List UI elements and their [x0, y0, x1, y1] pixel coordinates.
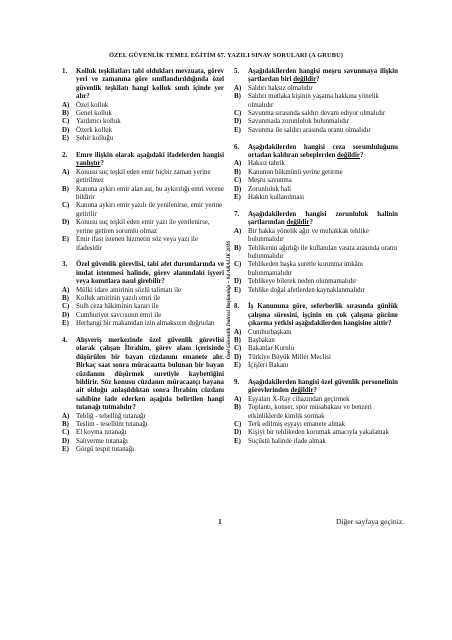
answer-option [234, 127, 398, 135]
option-letter: E) [62, 236, 69, 244]
option-letter: B) [234, 93, 241, 101]
option-text: Eşyaları X-Ray cihazından geçirmek [248, 395, 350, 403]
question-block [62, 152, 224, 253]
question-block [234, 379, 398, 446]
option-letter: D) [234, 353, 242, 361]
option-text: Tebliğ - tebellüğ tutanağı [76, 412, 146, 420]
option-text: Özel kolluk [76, 101, 109, 109]
question-block [62, 68, 224, 144]
option-letter: E) [62, 135, 69, 143]
option-letter: A) [234, 160, 242, 168]
option-text: Meşru savunma [248, 177, 292, 185]
option-text: Toplantı, konser, spor müsabakası ve benzeri etkinliklerde kimlik sormak [248, 404, 372, 420]
option-letter: E) [234, 286, 241, 294]
question-text-segment: Aşağıdakilerden hangisi zorunluluk halinin şartlarından [248, 210, 398, 227]
option-text: Haksız tahrik [248, 160, 285, 168]
option-letter: E) [234, 194, 241, 202]
option-text: Tehlikeden başka suretle korunma imkânı bulunmamalıdır [248, 261, 364, 277]
option-text: İçişleri Bakanı [248, 362, 289, 370]
option-text: Sulh ceza hâkiminin kararı ile [76, 303, 159, 311]
answer-option [62, 446, 224, 454]
option-letter: D) [62, 219, 70, 227]
option-letter: A) [234, 227, 242, 235]
question-stem [234, 379, 398, 396]
option-text: Herhangi bir makamdan izin almaksızın doğrudan [76, 320, 215, 328]
option-text: Saldırı haksız olmalıdır [248, 84, 313, 92]
answer-option [62, 169, 224, 186]
answer-option [234, 362, 398, 370]
page-number: 1 [218, 517, 222, 526]
question-text-segment: Aşağıdakilerden hangisi özel güvenlik personelinin görevlerinden [248, 378, 398, 395]
question-text-segment: ? [316, 76, 320, 84]
question-text [248, 144, 398, 161]
question-keyword: değildir [286, 219, 310, 227]
question-stem [62, 337, 224, 413]
answer-option [62, 312, 224, 320]
option-text: Salıverme tutanağı [76, 437, 128, 445]
answer-option [62, 413, 224, 421]
question-stem [62, 261, 224, 286]
question-stem [234, 303, 398, 328]
option-text: Savunmada zorunluluk bulunmalıdır [248, 118, 350, 126]
question-text-segment: ? [100, 160, 104, 168]
answer-option [62, 135, 224, 143]
option-text: Kolluk amirinin yazılı emri ile [76, 294, 161, 302]
answer-option [62, 102, 224, 110]
question-text [248, 303, 398, 328]
option-letter: B) [62, 421, 69, 429]
option-text: Kanunun hükmünü yerine getirme [248, 168, 343, 176]
right-question-column [234, 68, 398, 455]
option-letter: A) [62, 412, 70, 420]
question-keyword: yanlıştır [76, 160, 101, 168]
option-letter: A) [62, 286, 70, 294]
question-text [76, 152, 224, 169]
answer-option [62, 110, 224, 118]
option-letter: C) [234, 345, 242, 353]
option-letter: D) [234, 429, 242, 437]
option-text: Emir ifası istenen hizmetin söz veya yazı ile ifadesidir [76, 236, 198, 252]
answer-option [234, 245, 398, 262]
option-text: Suçüstü halinde ifade almak [248, 437, 326, 445]
answer-option [234, 177, 398, 185]
side-note [224, 200, 234, 400]
option-text: Savunma sırasında saldırı devam ediyor olmalıdır [248, 110, 386, 118]
option-text: Yardımcı kolluk [76, 118, 121, 126]
answer-option [62, 186, 224, 203]
option-letter: E) [62, 446, 69, 454]
option-text: Kanuna aykırı emir yazılı ile yenilenirse, emir yerine getirilir [76, 202, 223, 218]
option-text: El koyma tutanağı [76, 429, 127, 437]
question-stem [234, 211, 398, 228]
question-text-segment: ? [360, 152, 364, 160]
answer-option [234, 396, 398, 404]
option-letter: C) [62, 118, 70, 126]
answer-option [234, 404, 398, 421]
option-letter: B) [234, 244, 241, 252]
question-keyword: değildir [293, 76, 317, 84]
option-letter: D) [62, 437, 70, 445]
answer-option [234, 429, 398, 437]
answer-option [234, 261, 398, 278]
answer-option [234, 110, 398, 118]
option-letter: D) [62, 311, 70, 319]
question-stem [62, 152, 224, 169]
question-number: 3. [62, 261, 68, 269]
option-text: Konusu suç teşkil eden emir hiçbir zaman yerine getirilmez [76, 168, 211, 185]
option-letter: E) [62, 320, 69, 328]
answer-option [62, 202, 224, 219]
question-text [248, 379, 398, 396]
answer-option [234, 194, 398, 202]
question-number: 8. [234, 303, 240, 311]
option-text: Mülki idare amirinin sözlü talimatı ile [76, 286, 182, 294]
answer-option [234, 169, 398, 177]
option-text: Saldırı mutlaka kişinin yaşama hakkına yönelik olmalıdır [248, 93, 380, 109]
option-text: Bir hakka yönelik ağır ve muhakkak tehlike bulunmalıdır [248, 227, 369, 244]
answer-option [234, 228, 398, 245]
option-letter: A) [62, 168, 70, 176]
answer-option [62, 127, 224, 135]
option-letter: E) [234, 362, 241, 370]
option-text: Savunma ile saldırı arasında orantı olmalıdır [248, 126, 371, 134]
answer-option [234, 278, 398, 286]
question-stem [62, 68, 224, 102]
answer-option [62, 303, 224, 311]
answer-option [62, 438, 224, 446]
question-number: 9. [234, 378, 240, 386]
option-text: Cumhurbaşkanı [248, 328, 292, 336]
answer-option [234, 85, 398, 93]
option-letter: A) [62, 101, 70, 109]
option-text: Genel kolluk [76, 110, 112, 118]
option-letter: C) [62, 202, 70, 210]
answer-option [62, 295, 224, 303]
answer-option [234, 438, 398, 446]
question-block [234, 211, 398, 295]
option-letter: B) [234, 168, 241, 176]
option-text: Tehlikeye bilerek neden olunmamalıdır [248, 278, 357, 286]
option-text: Cumhuriyet savcısının emri ile [76, 311, 162, 319]
question-block [62, 337, 224, 455]
question-block [234, 68, 398, 135]
question-number: 2. [62, 152, 68, 160]
answer-option [62, 320, 224, 328]
answer-option [62, 219, 224, 236]
answer-option [62, 421, 224, 429]
answer-option [234, 93, 398, 110]
option-text: Konusu suç teşkil eden emir yazı ile yenilenirse, yerine getiren sorumlu olmaz [76, 219, 210, 235]
answer-option [234, 186, 398, 194]
option-letter: A) [234, 328, 242, 336]
answer-option [234, 354, 398, 362]
footer-next-page-note: Diğer sayfaya geçiniz. [336, 517, 405, 526]
answer-option [62, 287, 224, 295]
option-letter: C) [234, 110, 242, 118]
option-letter: A) [234, 84, 242, 92]
question-number: 4. [62, 336, 68, 344]
answer-option [234, 287, 398, 295]
option-letter: C) [234, 177, 242, 185]
option-text: Tehlikenin ağırlığı ile kullanılan vasıta arasında orantı bulunmalıdır [248, 244, 398, 260]
question-keyword: değildir [337, 152, 360, 160]
option-text: Türkiye Büyük Millet Meclisi [248, 353, 331, 361]
answer-option [234, 337, 398, 345]
option-letter: B) [62, 294, 69, 302]
answer-option [62, 429, 224, 437]
question-number: 5. [234, 68, 240, 75]
side-note-text: Özel Güvenlik Dairesi Başkanlığı – 04 ARALIK 2016 [226, 240, 233, 360]
option-text: Görgü tespit tutanağı [76, 446, 135, 454]
answer-option [234, 118, 398, 126]
page-title: ÖZEL GÜVENLİK TEMEL EĞİTİM 67. YAZILI SINAV SORULARI (A GRUBU) [108, 52, 344, 59]
option-letter: E) [234, 437, 241, 445]
question-text-segment: Alışveriş merkezinde özel güvenlik görevlisi olarak çalışan İbrahim, görev alanı içerisinde düşürülen bir bayan cüzdanını emanete alır. Birkaç saat sonra müracaatta bulunan bir bayan cüzdanını düşürmek suretiyle kaybettiğini bildirir. Söz konusu cüzdanın müracaatçı bayana ait olduğu anlaşıldıktan sonra İbrahim cüzdanı sahibine iade ederken aşağıda belirtilen hangi tutanağı tutmalıdır? [76, 336, 224, 412]
option-letter: D) [62, 126, 70, 134]
option-text: Terk edilmiş eşyayı emanete almak [248, 421, 346, 428]
question-text-segment: İş Kanununa göre, seferberlik sırasında günlük çalışma süresini, işçinin en çok çalışma gücüne çıkarma yetkisi aşağıdakilerden hangisine aittir? [248, 303, 398, 328]
option-text: Zorunluluk hali [248, 185, 292, 193]
option-letter: E) [234, 126, 241, 134]
question-keyword: değildir [290, 387, 314, 395]
question-stem [234, 144, 398, 161]
question-block [234, 144, 398, 203]
option-letter: D) [234, 185, 242, 193]
question-text [248, 68, 398, 85]
question-number: 6. [234, 143, 240, 151]
left-question-column [62, 68, 224, 463]
option-text: Özerk kolluk [76, 126, 113, 134]
question-text [76, 261, 224, 286]
question-text [248, 211, 398, 228]
answer-option [234, 421, 398, 429]
option-letter: C) [62, 303, 70, 311]
question-text [76, 337, 224, 413]
question-block [62, 261, 224, 328]
question-text-segment: Aşağıdakilerden hangisi meşru savunmaya ilişkin şartlardan biri [248, 68, 398, 84]
answer-option [62, 236, 224, 253]
question-text-segment: Özel güvenlik görevlisi, tabi afet durumlarında ve imdat istenmesi halinde, görev alanındaki işyeri veya konutlara nasıl girebilir? [76, 261, 224, 286]
option-text: Kişiyi bir tehlikeden korumak amacıyla yakalamak [248, 429, 390, 437]
question-text-segment: Emre ilişkin olarak aşağıdaki ifadelerden hangisi [76, 152, 224, 160]
question-number: 1. [62, 68, 68, 75]
option-letter: A) [234, 395, 242, 403]
question-text [76, 68, 224, 102]
option-letter: C) [234, 261, 242, 269]
option-text: Teslim - tesellüm tutanağı [76, 421, 148, 429]
option-letter: B) [62, 185, 69, 193]
question-block [234, 303, 398, 370]
question-text-segment: Aşağıdakilerden hangisi ceza sorumluluğunu ortadan kaldıran sebeplerden [248, 143, 398, 160]
answer-option [62, 118, 224, 126]
answer-option [234, 329, 398, 337]
option-text: Şehir kolluğu [76, 135, 114, 143]
question-text-segment: ? [313, 387, 317, 395]
option-letter: D) [234, 118, 242, 126]
option-text: Hakkın kullanılması [248, 194, 305, 202]
question-text-segment: Kolluk teşkilatları tabi oldukları mevzuata, görev yeri ve zamanına göre sınıflandırıldığında özel güvenlik teşkilatı hangi kolluk sınıfı içinde yer alır? [76, 68, 224, 101]
question-stem [234, 68, 398, 85]
option-letter: B) [62, 110, 69, 118]
option-letter: C) [234, 421, 242, 428]
option-text: Tehlike doğal afetlerden kaynaklanmalıdır [248, 286, 365, 294]
question-text-segment: ? [309, 219, 313, 227]
option-text: Kanuna aykırı emir alan ast, bu aykırılığı emri verene bildirir [76, 185, 224, 202]
answer-option [234, 345, 398, 353]
option-letter: B) [234, 404, 241, 412]
option-letter: D) [234, 278, 242, 286]
option-text: Bakanlar Kurulu [248, 345, 295, 353]
option-text: Başbakan [248, 336, 275, 344]
option-letter: B) [234, 336, 241, 344]
question-number: 7. [234, 210, 240, 218]
answer-option [234, 160, 398, 168]
option-letter: C) [62, 429, 70, 437]
